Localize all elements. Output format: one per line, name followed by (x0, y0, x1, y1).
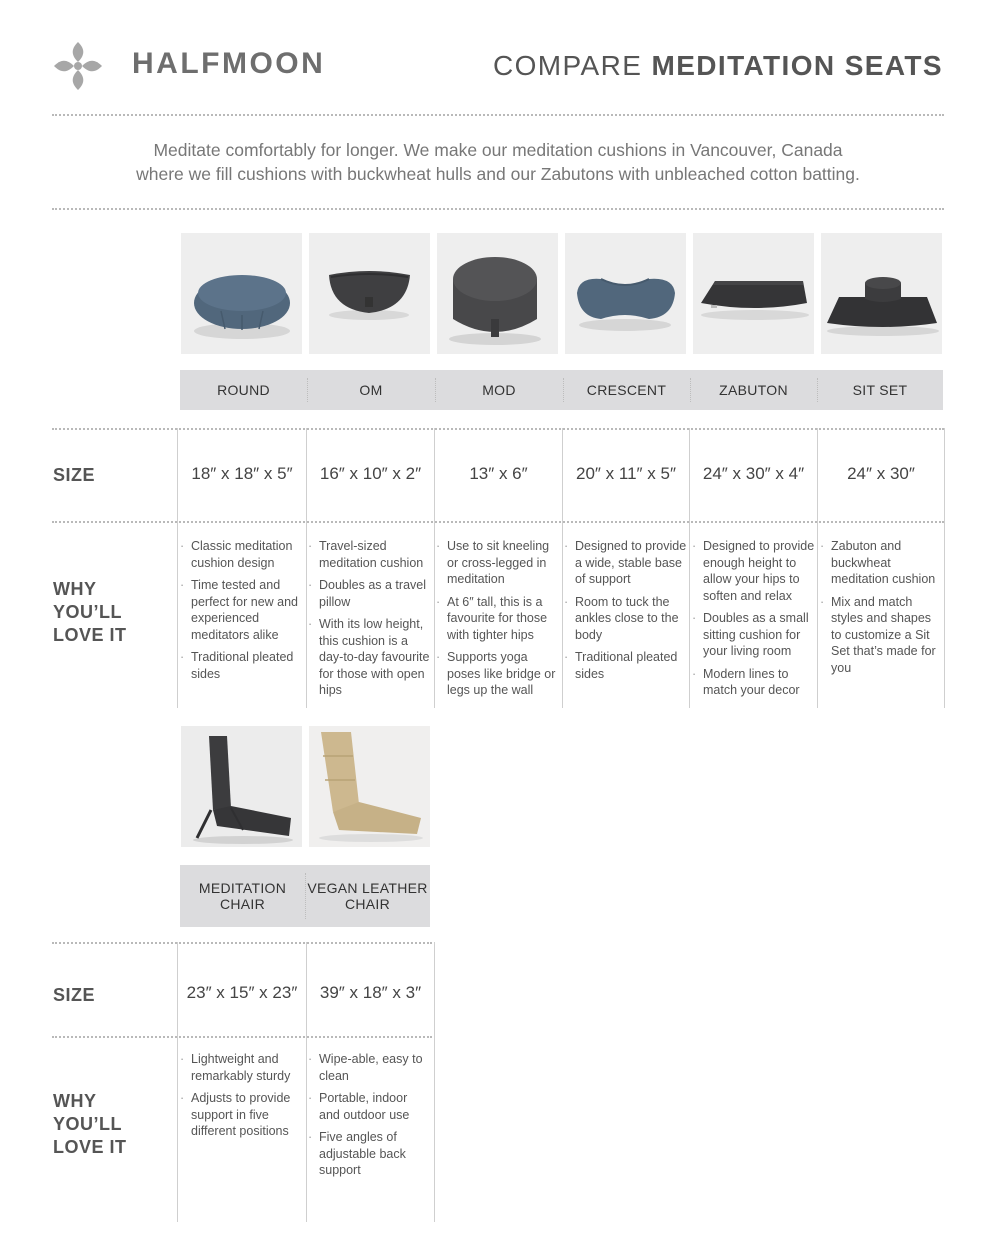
sit-set-image (821, 233, 942, 354)
cushion-name-band (180, 370, 943, 410)
feature-item: · Zabuton and buckwheat meditation cushion (819, 538, 942, 588)
cushion-name-om: OM (359, 382, 383, 398)
size-row-bottom-rule (52, 521, 944, 523)
intro-line-1: Meditate comfortably for longer. We make our meditation cushions in Vancouver, Canada (153, 140, 843, 160)
chair-name-band (180, 865, 430, 927)
feature-item: · Doubles as a small sitting cushion for your living room (691, 610, 816, 660)
cushion-name-zabuton: ZABUTON (719, 382, 788, 398)
chair-size-top-rule (52, 942, 432, 944)
column-line (944, 428, 945, 708)
feature-item: · Five angles of adjustable back support (307, 1129, 431, 1179)
feature-item: · Supports yoga poses like bridge or legs up the wall (435, 649, 560, 699)
chair-name-line: CHAIR (344, 896, 391, 912)
features-sit-set (819, 538, 942, 682)
why-label-line-2: YOU’LL (53, 602, 122, 622)
feature-item: · Time tested and perfect for new and experienced meditators alike (179, 577, 301, 643)
size-om: 16″ x 10″ x 2″ (319, 464, 422, 483)
feature-item: · With its low height, this cushion is a day-to-day favourite for those with open hips (307, 616, 432, 699)
size-round: 18″ x 18″ x 5″ (191, 464, 293, 483)
column-line (434, 942, 435, 1222)
round-cushion-image (181, 233, 302, 354)
cushion-name-round: ROUND (217, 382, 270, 398)
page-title (493, 50, 943, 82)
zabuton-image (693, 233, 814, 354)
chair-why-row-label (53, 1090, 127, 1159)
feature-item: · Mix and match styles and shapes to customize a Sit Set that’s made for you (819, 594, 942, 677)
size-meditation-chair: 23″ x 15″ x 23″ (186, 983, 298, 1002)
features-mod (435, 538, 560, 705)
size-zabuton: 24″ x 30″ x 4″ (702, 464, 805, 483)
feature-item: · Designed to provide enough height to allow your hips to soften and relax (691, 538, 816, 604)
intro-line-2: where we fill cushions with buckwheat hulls and our Zabutons with unbleached cotton batting. (136, 164, 860, 184)
size-crescent: 20″ x 11″ x 5″ (576, 464, 676, 483)
features-zabuton (691, 538, 816, 705)
vegan-leather-chair-image (309, 726, 430, 847)
crescent-cushion-image (565, 233, 686, 354)
meditation-chair-image (181, 726, 302, 847)
feature-item: · Wipe-able, easy to clean (307, 1051, 431, 1084)
page-title-bold: MEDITATION SEATS (651, 50, 943, 81)
why-label-line-3: LOVE IT (53, 625, 127, 645)
page-title-light: COMPARE (493, 50, 652, 81)
intro-divider (52, 208, 944, 210)
feature-item: · Room to tuck the ankles close to the body (563, 594, 688, 644)
feature-item: · Adjusts to provide support in five different positions (179, 1090, 303, 1140)
feature-item: · Doubles as a travel pillow (307, 577, 432, 610)
size-row-top-rule (52, 428, 944, 430)
feature-item: · Portable, indoor and outdoor use (307, 1090, 431, 1123)
why-row-label (53, 578, 127, 647)
chair-name-line: MEDITATION (198, 880, 287, 896)
feature-item: · Traditional pleated sides (563, 649, 688, 682)
cushion-name-mod: MOD (482, 382, 516, 398)
halfmoon-logo-icon (52, 40, 104, 92)
why-label-line-1: WHY (53, 579, 97, 599)
cushion-name-sit-set: SIT SET (852, 382, 908, 398)
features-crescent (563, 538, 688, 688)
why-label-line-2: YOU’LL (53, 1114, 122, 1134)
feature-item: · Designed to provide a wide, stable base of support (563, 538, 688, 588)
feature-item: · Traditional pleated sides (179, 649, 301, 682)
feature-item: · Travel-sized meditation cushion (307, 538, 432, 571)
chair-size-row-label: SIZE (53, 985, 96, 1005)
chair-name-line: CHAIR (219, 896, 266, 912)
chair-name-line: VEGAN LEATHER (307, 880, 428, 896)
chair-name-vegan-leather (305, 865, 430, 927)
om-cushion-image (309, 233, 430, 354)
feature-item: · Lightweight and remarkably sturdy (179, 1051, 303, 1084)
feature-item: · At 6″ tall, this is a favourite for those with tighter hips (435, 594, 560, 644)
why-label-line-1: WHY (53, 1091, 97, 1111)
chair-name-meditation (180, 865, 305, 927)
brand-name: HALFMOON (132, 47, 326, 80)
feature-item: · Classic meditation cushion design (179, 538, 301, 571)
features-round (179, 538, 301, 688)
header-divider (52, 114, 944, 116)
features-om (307, 538, 432, 705)
size-mod: 13″ x 6″ (469, 464, 528, 483)
mod-cushion-image (437, 233, 558, 354)
feature-item: · Use to sit kneeling or cross-legged in meditation (435, 538, 560, 588)
size-row-label: SIZE (53, 465, 96, 485)
why-label-line-3: LOVE IT (53, 1137, 127, 1157)
intro-text (52, 138, 944, 186)
feature-item: · Modern lines to match your decor (691, 666, 816, 699)
size-vegan-leather-chair: 39″ x 18″ x 3″ (319, 983, 422, 1002)
features-meditation-chair (179, 1051, 303, 1146)
chair-size-bottom-rule (52, 1036, 432, 1038)
features-vegan-leather-chair (307, 1051, 431, 1185)
size-sit-set: 24″ x 30″ (847, 464, 915, 483)
cushion-name-crescent: CRESCENT (586, 382, 667, 398)
